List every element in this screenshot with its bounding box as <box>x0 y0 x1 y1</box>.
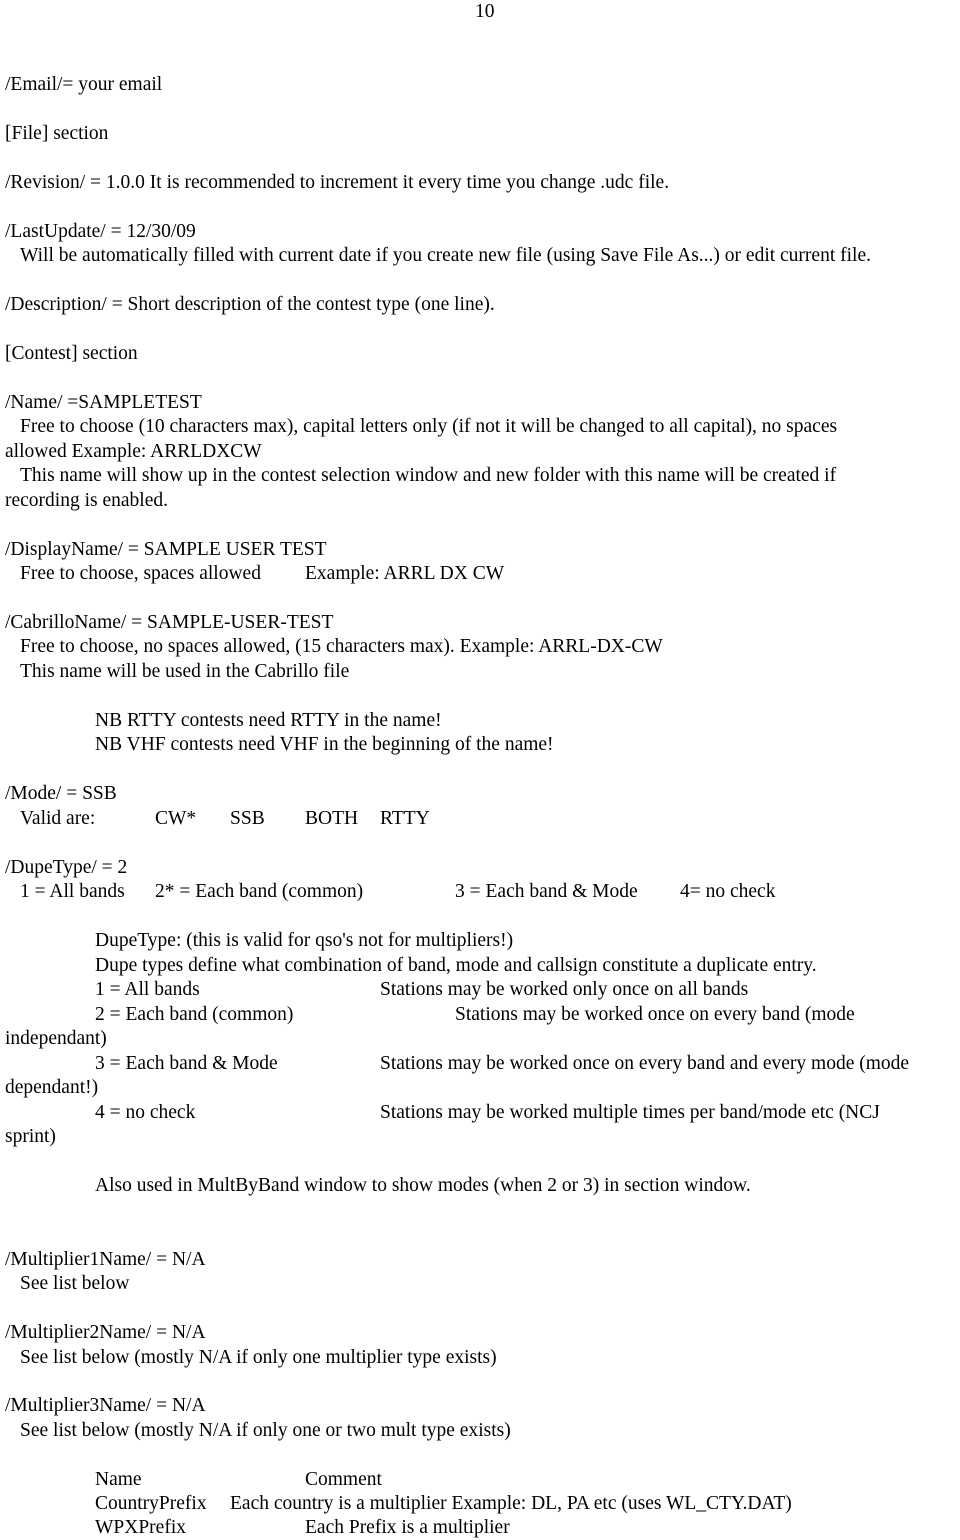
mult-table-header-comment: Comment <box>305 1469 382 1490</box>
dupe-row-type: 3 = Each band & Mode <box>95 1053 278 1074</box>
displayname-line: /DisplayName/ = SAMPLE USER TEST <box>5 539 327 560</box>
mult3-note: See list below (mostly N/A if only one or two mult type exists) <box>20 1420 511 1441</box>
dupe-row-desc: Stations may be worked once on every band (mode <box>455 1004 855 1025</box>
description-line: /Description/ = Short description of the contest type (one line). <box>5 294 495 315</box>
mult-table-row-name: WPXPrefix <box>95 1517 186 1538</box>
mult3-line: /Multiplier3Name/ = N/A <box>5 1395 206 1416</box>
name-note: Free to choose (10 characters max), capital letters only (if not it will be changed to all capital), no spaces <box>20 416 838 437</box>
mode-option: BOTH <box>305 808 359 829</box>
lastupdate-note: Will be automatically filled with current date if you create new file (using Save File As...) or edit current file. <box>20 245 871 266</box>
mult1-note: See list below <box>20 1273 130 1294</box>
dupe-row-desc: Stations may be worked multiple times per band/mode etc (NCJ <box>380 1102 880 1123</box>
email-line: /Email/= your email <box>5 74 163 95</box>
mode-option: CW* <box>155 808 197 829</box>
dupetype-option: 4= no check <box>680 881 776 902</box>
mult-table-row-comment: Each country is a multiplier Example: DL, PA etc (uses WL_CTY.DAT) <box>230 1493 792 1514</box>
mode-line: /Mode/ = SSB <box>5 783 117 804</box>
mult-table-row-name: CountryPrefix <box>95 1493 207 1514</box>
dupe-row-type: 2 = Each band (common) <box>95 1004 294 1025</box>
revision-line: /Revision/ = 1.0.0 It is recommended to increment it every time you change .udc file. <box>5 172 670 193</box>
displayname-note: Free to choose, spaces allowed <box>20 563 261 584</box>
cabrilloname-note: Free to choose, no spaces allowed, (15 characters max). Example: ARRL-DX-CW <box>20 636 663 657</box>
dupe-note-title: DupeType: (this is valid for qso's not for multipliers!) <box>95 930 514 951</box>
name-note: recording is enabled. <box>5 490 168 511</box>
cabrilloname-note: This name will be used in the Cabrillo file <box>20 661 350 682</box>
dupe-row-wrap: dependant!) <box>5 1077 99 1098</box>
mode-option: RTTY <box>380 808 430 829</box>
dupetype-line: /DupeType/ = 2 <box>5 857 128 878</box>
mult-table-header-name: Name <box>95 1469 142 1490</box>
dupe-row-wrap: sprint) <box>5 1126 56 1147</box>
dupe-row-wrap: independant) <box>5 1028 107 1049</box>
nb-vhf-note: NB VHF contests need VHF in the beginning of the name! <box>95 734 554 755</box>
name-line: /Name/ =SAMPLETEST <box>5 392 202 413</box>
cabrilloname-line: /CabrilloName/ = SAMPLE-USER-TEST <box>5 612 334 633</box>
name-note: allowed Example: ARRLDXCW <box>5 441 262 462</box>
mode-valid-label: Valid are: <box>20 808 96 829</box>
mode-option: SSB <box>230 808 265 829</box>
multbyband-note: Also used in MultByBand window to show modes (when 2 or 3) in section window. <box>95 1175 751 1196</box>
mult2-line: /Multiplier2Name/ = N/A <box>5 1322 206 1343</box>
dupetype-option: 3 = Each band & Mode <box>455 881 638 902</box>
mult2-note: See list below (mostly N/A if only one multiplier type exists) <box>20 1347 497 1368</box>
dupe-note-desc: Dupe types define what combination of band, mode and callsign constitute a duplicate entry. <box>95 955 817 976</box>
file-section-heading: [File] section <box>5 123 109 144</box>
mult1-line: /Multiplier1Name/ = N/A <box>5 1249 206 1270</box>
name-note: This name will show up in the contest selection window and new folder with this name will be created if <box>20 465 837 486</box>
dupe-row-desc: Stations may be worked once on every band and every mode (mode <box>380 1053 910 1074</box>
mult-table-row-comment: Each Prefix is a multiplier <box>305 1517 510 1538</box>
dupetype-option: 2* = Each band (common) <box>155 881 364 902</box>
dupe-row-type: 1 = All bands <box>95 979 200 1000</box>
dupetype-option: 1 = All bands <box>20 881 125 902</box>
page-number: 10 <box>475 1 495 22</box>
dupe-row-type: 4 = no check <box>95 1102 196 1123</box>
lastupdate-line: /LastUpdate/ = 12/30/09 <box>5 221 196 242</box>
nb-rtty-note: NB RTTY contests need RTTY in the name! <box>95 710 442 731</box>
dupe-row-desc: Stations may be worked only once on all bands <box>380 979 749 1000</box>
displayname-example: Example: ARRL DX CW <box>305 563 505 584</box>
contest-section-heading: [Contest] section <box>5 343 138 364</box>
